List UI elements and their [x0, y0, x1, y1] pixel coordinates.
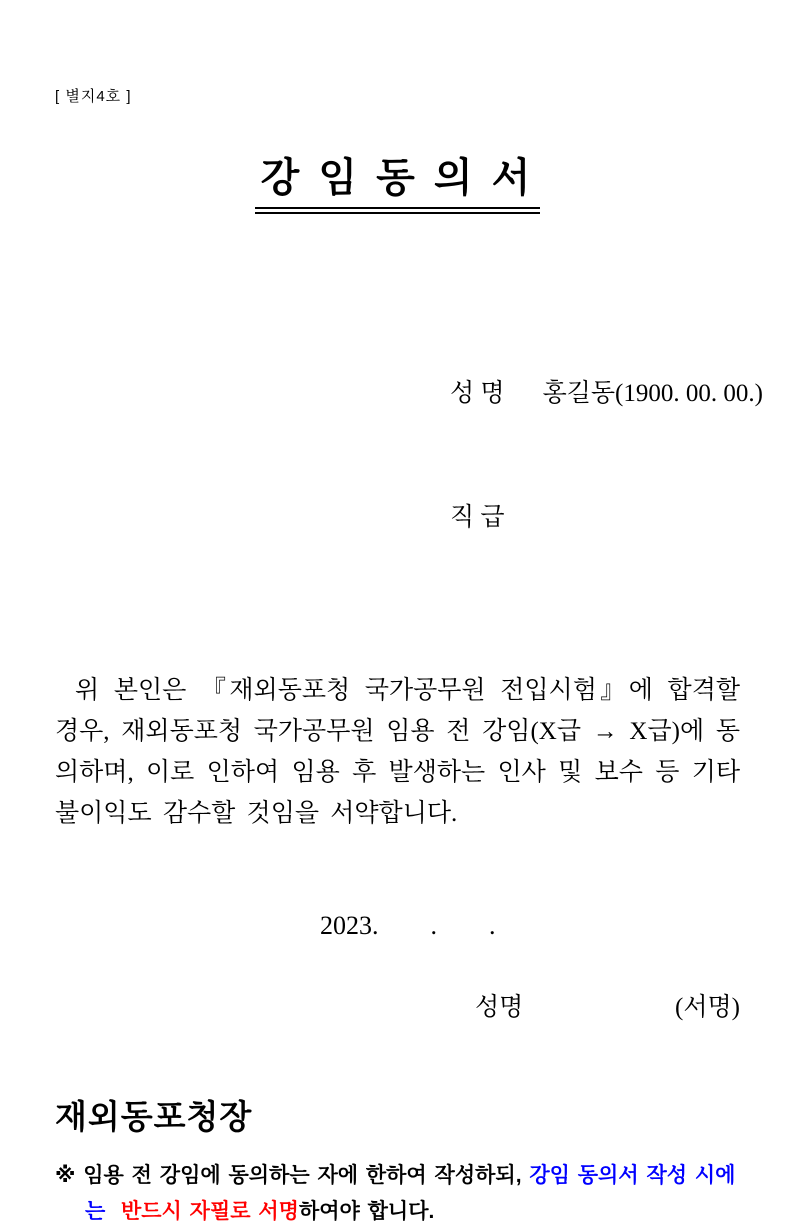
rank-row: [450, 502, 740, 534]
name-label: 성 명: [450, 380, 505, 407]
footnote-text-black-2: 하여야 합니다.: [298, 1200, 435, 1223]
title-container: [55, 156, 740, 214]
signature-sign-label: (서명): [675, 994, 740, 1021]
rank-label: 직 급: [450, 504, 505, 531]
signature-row: [475, 992, 740, 1024]
name-value: 홍길동(1900. 00. 00.): [542, 380, 763, 407]
consent-paragraph: 위 본인은 『재외동포청 국가공무원 전입시험』에 합격할 경우, 재외동포청 국가공무원 임용 전 강임(X급 → X급)에 동의하며, 이로 인하여 임용 후 발생하는 인사 및 보수 등 기타 불이익도 감수할 것임을 서약합니다.: [55, 677, 740, 827]
agency-title: 재외동포청장: [55, 1100, 253, 1136]
document-title: 강 임 동 의 서: [255, 156, 541, 214]
identity-block: [450, 314, 763, 598]
form-number-label: [ 별지4호 ]: [55, 88, 132, 105]
footnote-text-blue: 강임 동의서 작성 시에는: [85, 1164, 736, 1223]
footnote-text-black-1: 임용 전 강임에 동의하는 자에 한하여 작성하되,: [83, 1164, 530, 1187]
name-row: [450, 378, 763, 410]
footnote: [55, 1158, 740, 1230]
footnote-text-red: 반드시 자필로 서명: [105, 1200, 299, 1223]
date-line: 2023. . .: [320, 911, 496, 940]
signature-name-label: 성명: [475, 994, 524, 1021]
footnote-marker: ※: [55, 1164, 84, 1187]
